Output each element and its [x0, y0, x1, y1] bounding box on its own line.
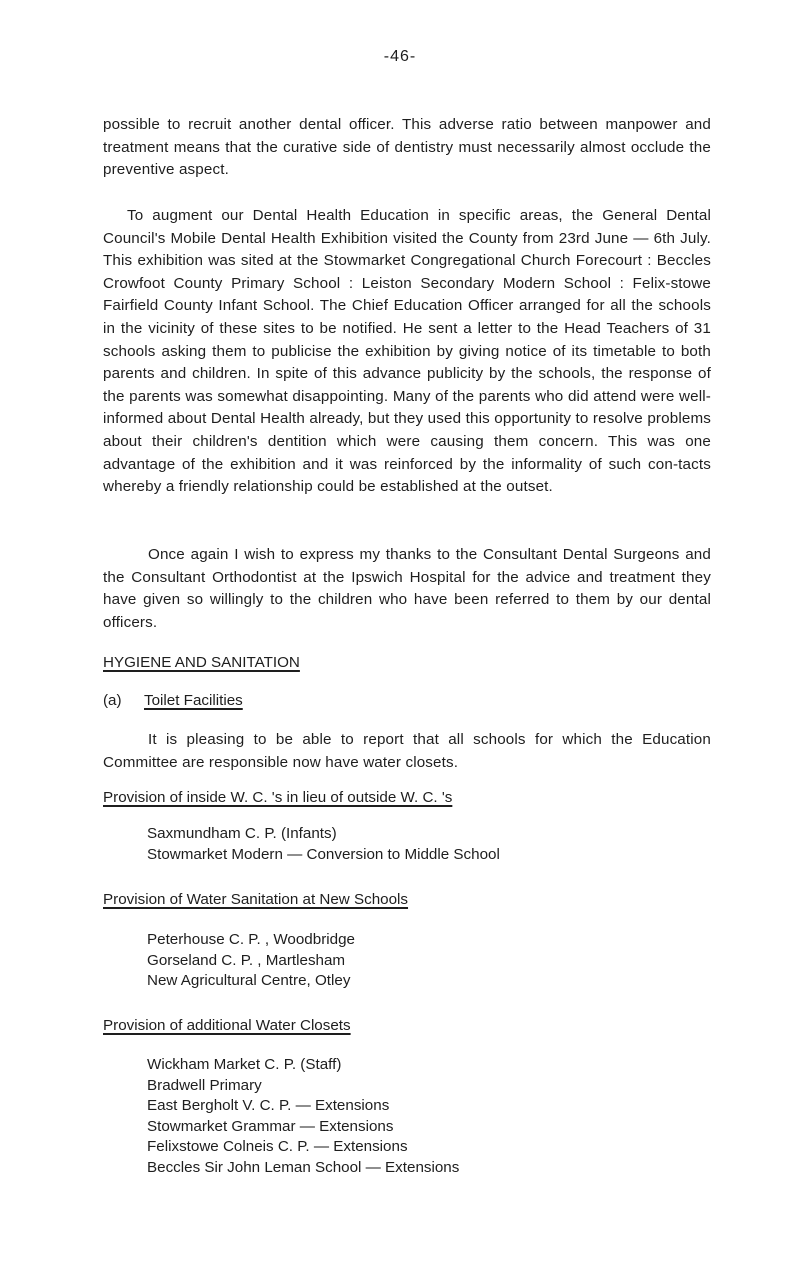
list-item: Wickham Market C. P. (Staff) — [147, 1056, 342, 1073]
list-item: New Agricultural Centre, Otley — [147, 972, 351, 990]
subsection-heading-toilet: Toilet Facilities — [144, 692, 243, 709]
list-item: Bradwell Primary — [147, 1076, 262, 1094]
group-heading-inside-wc: Provision of inside W. C. 's in lieu of outside W. C. 's — [103, 789, 453, 806]
list-item: Saxmundham C. P. (Infants) — [147, 825, 337, 842]
list-item: Beccles Sir John Leman School — Extensions — [147, 1158, 460, 1176]
group-heading-new-schools: Provision of Water Sanitation at New Schools — [103, 891, 409, 908]
paragraph-curative-preventive: possible to recruit another dental officer. This adverse ratio between manpower and treatment means that the curative side of dentistry must necessarily almost occlude the preventive aspect. — [103, 116, 711, 179]
subsection-label: (a) — [103, 692, 122, 709]
group-heading-additional-wc: Provision of additional Water Closets — [103, 1017, 351, 1034]
list-item: Stowmarket Grammar — Extensions — [147, 1117, 394, 1135]
paragraph-dental-exhibition: To augment our Dental Health Education in specific areas, the General Dental Council's Mobile Dental Health Exhibition visited the County from 23rd June — 6th July. This exhibition was sited at the Stowmarket Congregational Church Forecourt : Beccles Crowfoot County Primary School : Leiston Secondary Modern School : Felix-stowe Fairfield County Infant School. The Chief Education Officer arranged for all the schools in the vicinity of these sites to be notified. He sent a letter to the Head Teachers of 31 schools asking them to publicise the exhibition by giving notice of its timetable to both parents and children. In spite of this advance publicity by the schools, the response of the parents was somewhat disappointing. Many of the parents who did attend were well-informed about Dental Health already, but they used this opportunity to resolve problems about their children's dentition which were causing them concern. This was one advantage of the exhibition and it was reinforced by the informality of such con-tacts whereby a friendly relationship could be established at the outset. — [103, 207, 711, 496]
list-item: Peterhouse C. P. , Woodbridge — [147, 931, 355, 948]
list-additional-wc — [147, 1055, 459, 1179]
paragraph-thanks: Once again I wish to express my thanks to the Consultant Dental Surgeons and the Consultant Orthodontist at the Ipswich Hospital for the advice and treatment they have given so willingly to the children who have been referred to them by our dental officers. — [103, 546, 711, 631]
list-inside-wc — [147, 824, 500, 865]
list-item: East Bergholt V. C. P. — Extensions — [147, 1097, 390, 1115]
list-item: Felixstowe Colneis C. P. — Extensions — [147, 1138, 408, 1156]
paragraph-water-closets: It is pleasing to be able to report that all schools for which the Education Committee are responsible now have water closets. — [103, 731, 711, 771]
list-new-schools — [147, 930, 355, 992]
section-heading-hygiene: HYGIENE AND SANITATION — [103, 654, 300, 671]
list-item: Gorseland C. P. , Martlesham — [147, 951, 346, 969]
list-item: Stowmarket Modern — Conversion to Middle School — [147, 845, 500, 863]
page-number: -46- — [383, 48, 417, 65]
